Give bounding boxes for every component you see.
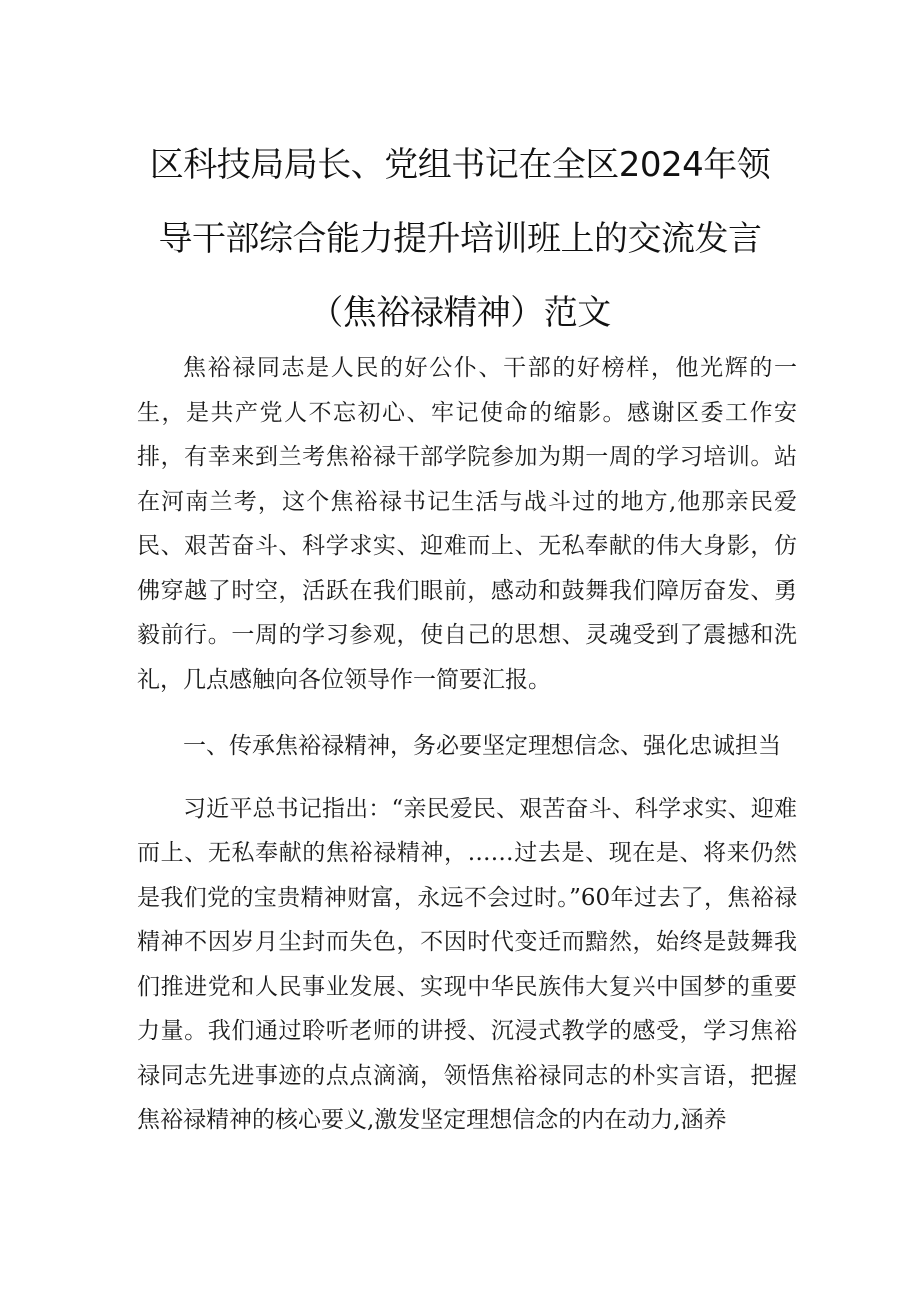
document-body [137, 346, 797, 1143]
section-paragraph: 习近平总书记指出：“亲民爱民、艰苦奋斗、科学求实、迎难而上、无私奉献的焦裕禄精神，……过去是、现在是、将来仍然是我们党的宝贵精神财富，永远不会过时。”60年过去了，焦裕禄精神不因岁月尘封而失色，不因时代变迁而黯然，始终是鼓舞我们推进党和人民事业发展、实现中华民族伟大复兴中国梦的重要力量。我们通过聆听老师的讲授、沉浸式教学的感受，学习焦裕禄同志先进事迹的点点滴滴，领悟焦裕禄同志的朴实言语，把握焦裕禄精神的核心要义,激发坚定理想信念的内在动力,涵养 [137, 795, 797, 1133]
intro-paragraph: 焦裕禄同志是人民的好公仆、干部的好榜样，他光辉的一生，是共产党人不忘初心、牢记使命的缩影。感谢区委工作安排，有幸来到兰考焦裕禄干部学院参加为期一周的学习培训。站在河南兰考，这个焦裕禄书记生活与战斗过的地方,他那亲民爱民、艰苦奋斗、科学求实、迎难而上、无私奉献的伟大身影，仿佛穿越了时空，活跃在我们眼前，感动和鼓舞我们障厉奋发、勇毅前行。一周的学习参观，使自己的思想、灵魂受到了震撼和洗礼，几点感触向各位领导作一简要汇报。 [137, 355, 797, 693]
section-heading: 一、传承焦裕禄精神，务必要坚定理想信念、强化忠诚担当 [183, 733, 781, 759]
title-line-1: 区科技局局长、党组书记在全区2024年领 [149, 145, 771, 185]
title-line-2: 导干部综合能力提升培训班上的交流发言 [158, 219, 762, 259]
title-line-3: （焦裕禄精神）范文 [309, 293, 611, 333]
document-title [130, 128, 790, 350]
